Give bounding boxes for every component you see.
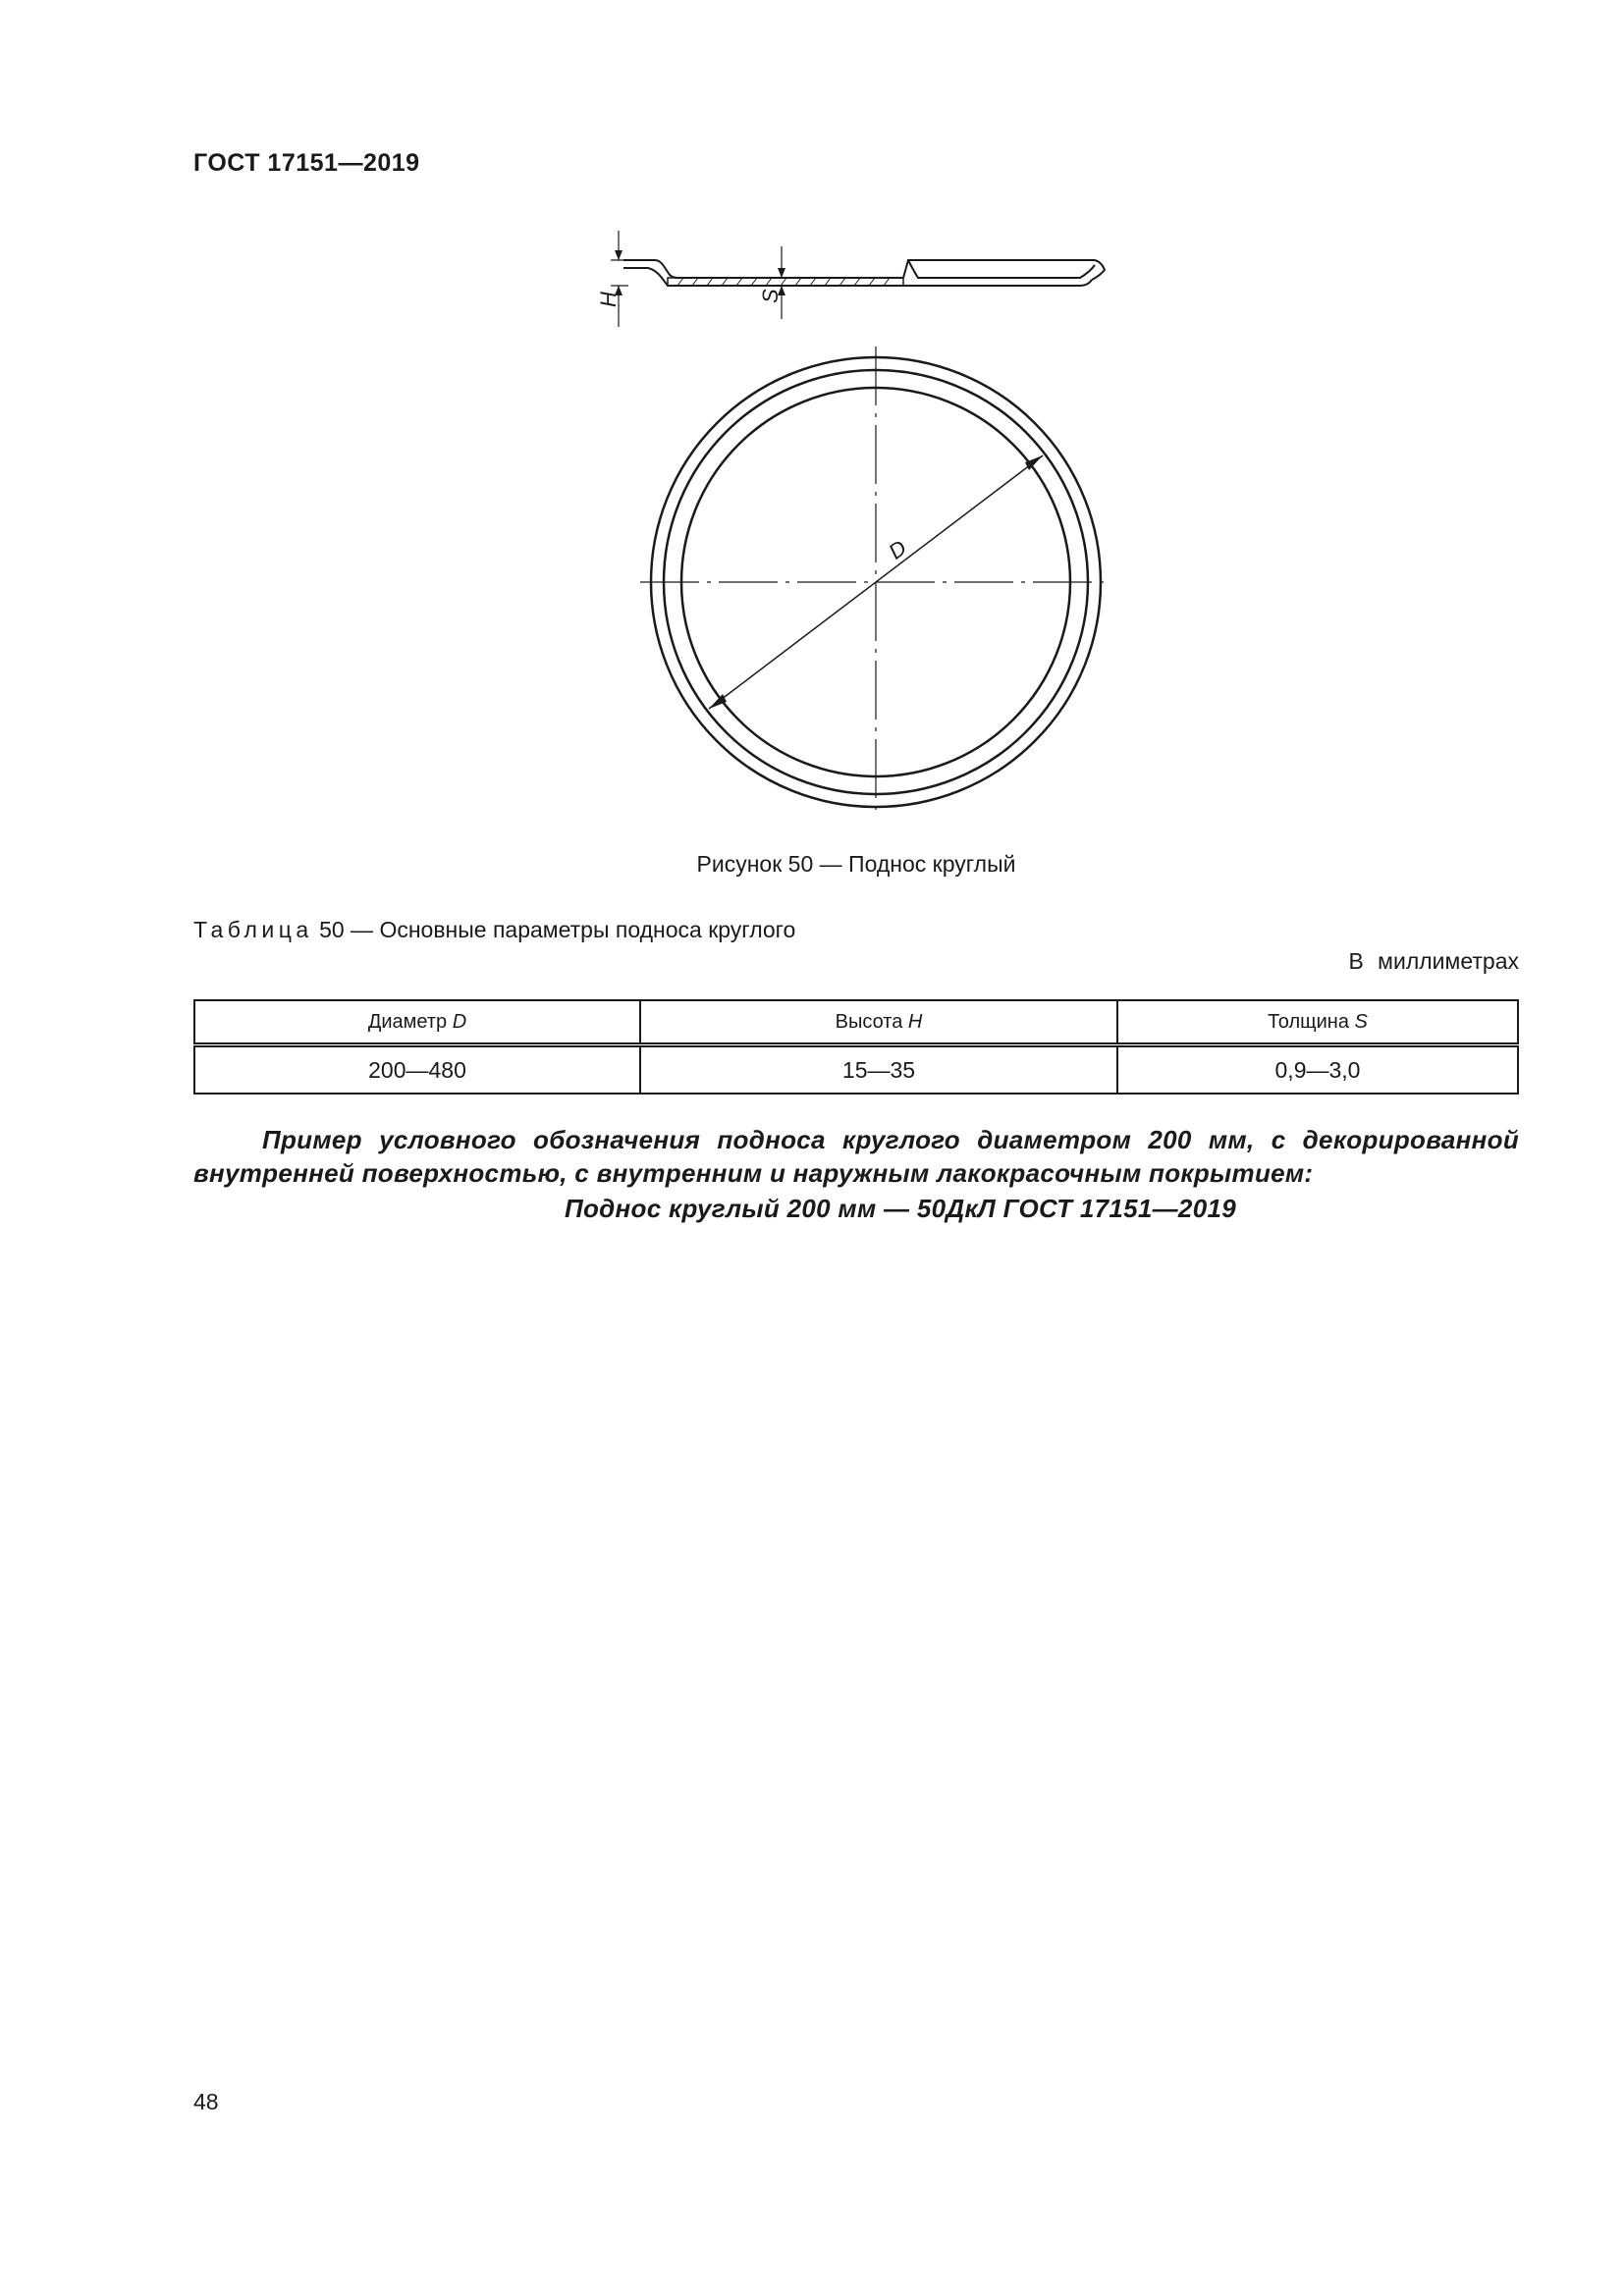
table-title — [193, 917, 795, 943]
cell-thickness: 0,9—3,0 — [1117, 1045, 1518, 1095]
column-header-height: Высота H — [640, 1000, 1117, 1045]
designation-example — [193, 1123, 1519, 1225]
cell-diameter: 200—480 — [194, 1045, 640, 1095]
column-header-thickness: Толщина S — [1117, 1000, 1518, 1045]
example-intro: Пример условного обозначения подноса круглого диаметром 200 мм, с декорированной внутренней поверхностью, с внутренним и наружным лакокрасочным покрытием: — [193, 1125, 1519, 1188]
table-title-prefix: Таблица — [193, 917, 313, 942]
tray-side-view — [611, 231, 1105, 327]
page-number: 48 — [193, 2089, 219, 2114]
example-designation: Поднос круглый 200 мм — 50ДкЛ ГОСТ 17151—2019 — [565, 1194, 1236, 1223]
figure-caption: Рисунок 50 — Поднос круглый — [696, 851, 1016, 877]
tray-top-view — [640, 347, 1111, 818]
cell-height: 15—35 — [640, 1045, 1117, 1095]
table-row — [194, 1045, 1518, 1095]
height-label: H — [596, 292, 621, 307]
units-note: В миллиметрах — [1348, 948, 1519, 974]
table-header-row — [194, 1000, 1518, 1045]
column-header-diameter: Диаметр D — [194, 1000, 640, 1045]
table-title-text: 50 — Основные параметры подноса круглого — [312, 917, 796, 942]
thickness-label: S — [758, 289, 783, 303]
parameters-table — [193, 999, 1519, 1095]
document-header: ГОСТ 17151—2019 — [193, 149, 420, 177]
diameter-label: D — [884, 535, 911, 564]
tray-drawing — [569, 221, 1159, 825]
